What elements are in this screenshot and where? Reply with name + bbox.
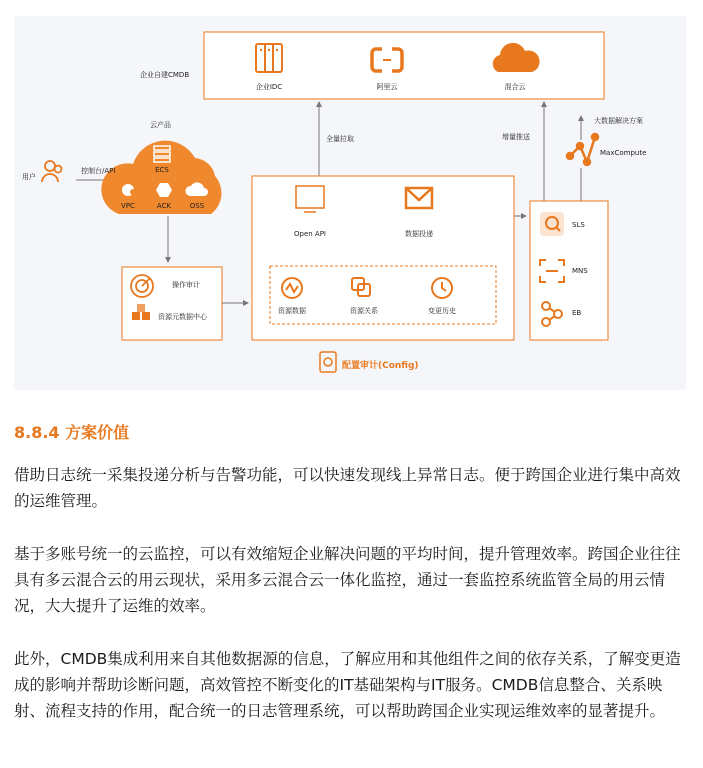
console-api-label: 控制台/API (81, 167, 116, 175)
paragraph-1: 借助日志统一采集投递分析与告警功能，可以快速发现线上异常日志。便于跨国企业进行集中高效的运维管理。 (14, 466, 681, 510)
architecture-diagram (14, 16, 686, 390)
eb-label: EB (572, 309, 582, 317)
config-main-box (252, 176, 514, 340)
sls-label: SLS (572, 221, 585, 229)
ack-label: ACK (156, 202, 172, 210)
cmdb-label: 企业自建CMDB (140, 71, 190, 79)
vpc-label: VPC (121, 202, 135, 210)
operation-audit-label: 操作审计 (172, 281, 200, 289)
metadata-center-label: 资源元数据中心 (158, 313, 207, 321)
resource-data-label: 资源数据 (278, 307, 306, 315)
data-delivery-label: 数据投递 (405, 230, 433, 238)
aliyun-label: 阿里云 (376, 83, 398, 91)
user-icon (42, 161, 62, 182)
user-label: 用户 (22, 173, 36, 181)
config-label: 配置审计(Config) (342, 361, 419, 371)
resource-relation-label: 资源关系 (350, 307, 378, 315)
hybrid-label: 混合云 (504, 83, 526, 91)
change-history-label: 变更历史 (428, 307, 456, 315)
maxcompute-label: MaxCompute (600, 149, 647, 157)
paragraph-3: 此外，CMDB集成利用来自其他数据源的信息，了解应用和其他组件之间的依存关系，了解变更造成的影响并帮助诊断问题，高效管控不断变化的IT基础架构与IT服务。CMDB信息整合、关系映射、流程支持的作用，配合统一的日志管理系统，可以帮助跨国企业实现运维效率的显著提升。 (14, 650, 681, 720)
mns-label: MNS (572, 267, 588, 275)
config-icon (320, 352, 336, 372)
maxcompute-icon (567, 134, 598, 165)
oss-label: OSS (189, 202, 205, 210)
paragraph-2: 基于多账号统一的云监控，可以有效缩短企业解决问题的平均时间，提升管理效率。跨国企业往往具有多云混合云的用云现状，采用多云混合云一体化监控，通过一套监控系统监管全局的用云情况，大大提升了运维的效率。 (14, 545, 681, 615)
section-heading: 8.8.4 方案价值 (14, 423, 130, 442)
sls-icon (540, 212, 564, 236)
cloud-products-label: 云产品 (150, 121, 171, 129)
ecs-label: ECS (155, 166, 169, 174)
incremental-push-label: 增量推送 (502, 133, 530, 141)
idc-label: 企业IDC (255, 83, 283, 91)
audit-box (122, 267, 222, 340)
bigdata-label: 大数据解决方案 (594, 117, 643, 125)
full-pull-label: 全量拉取 (326, 135, 354, 143)
open-api-label: Open API (294, 230, 326, 238)
diagram-graphics (14, 16, 686, 390)
